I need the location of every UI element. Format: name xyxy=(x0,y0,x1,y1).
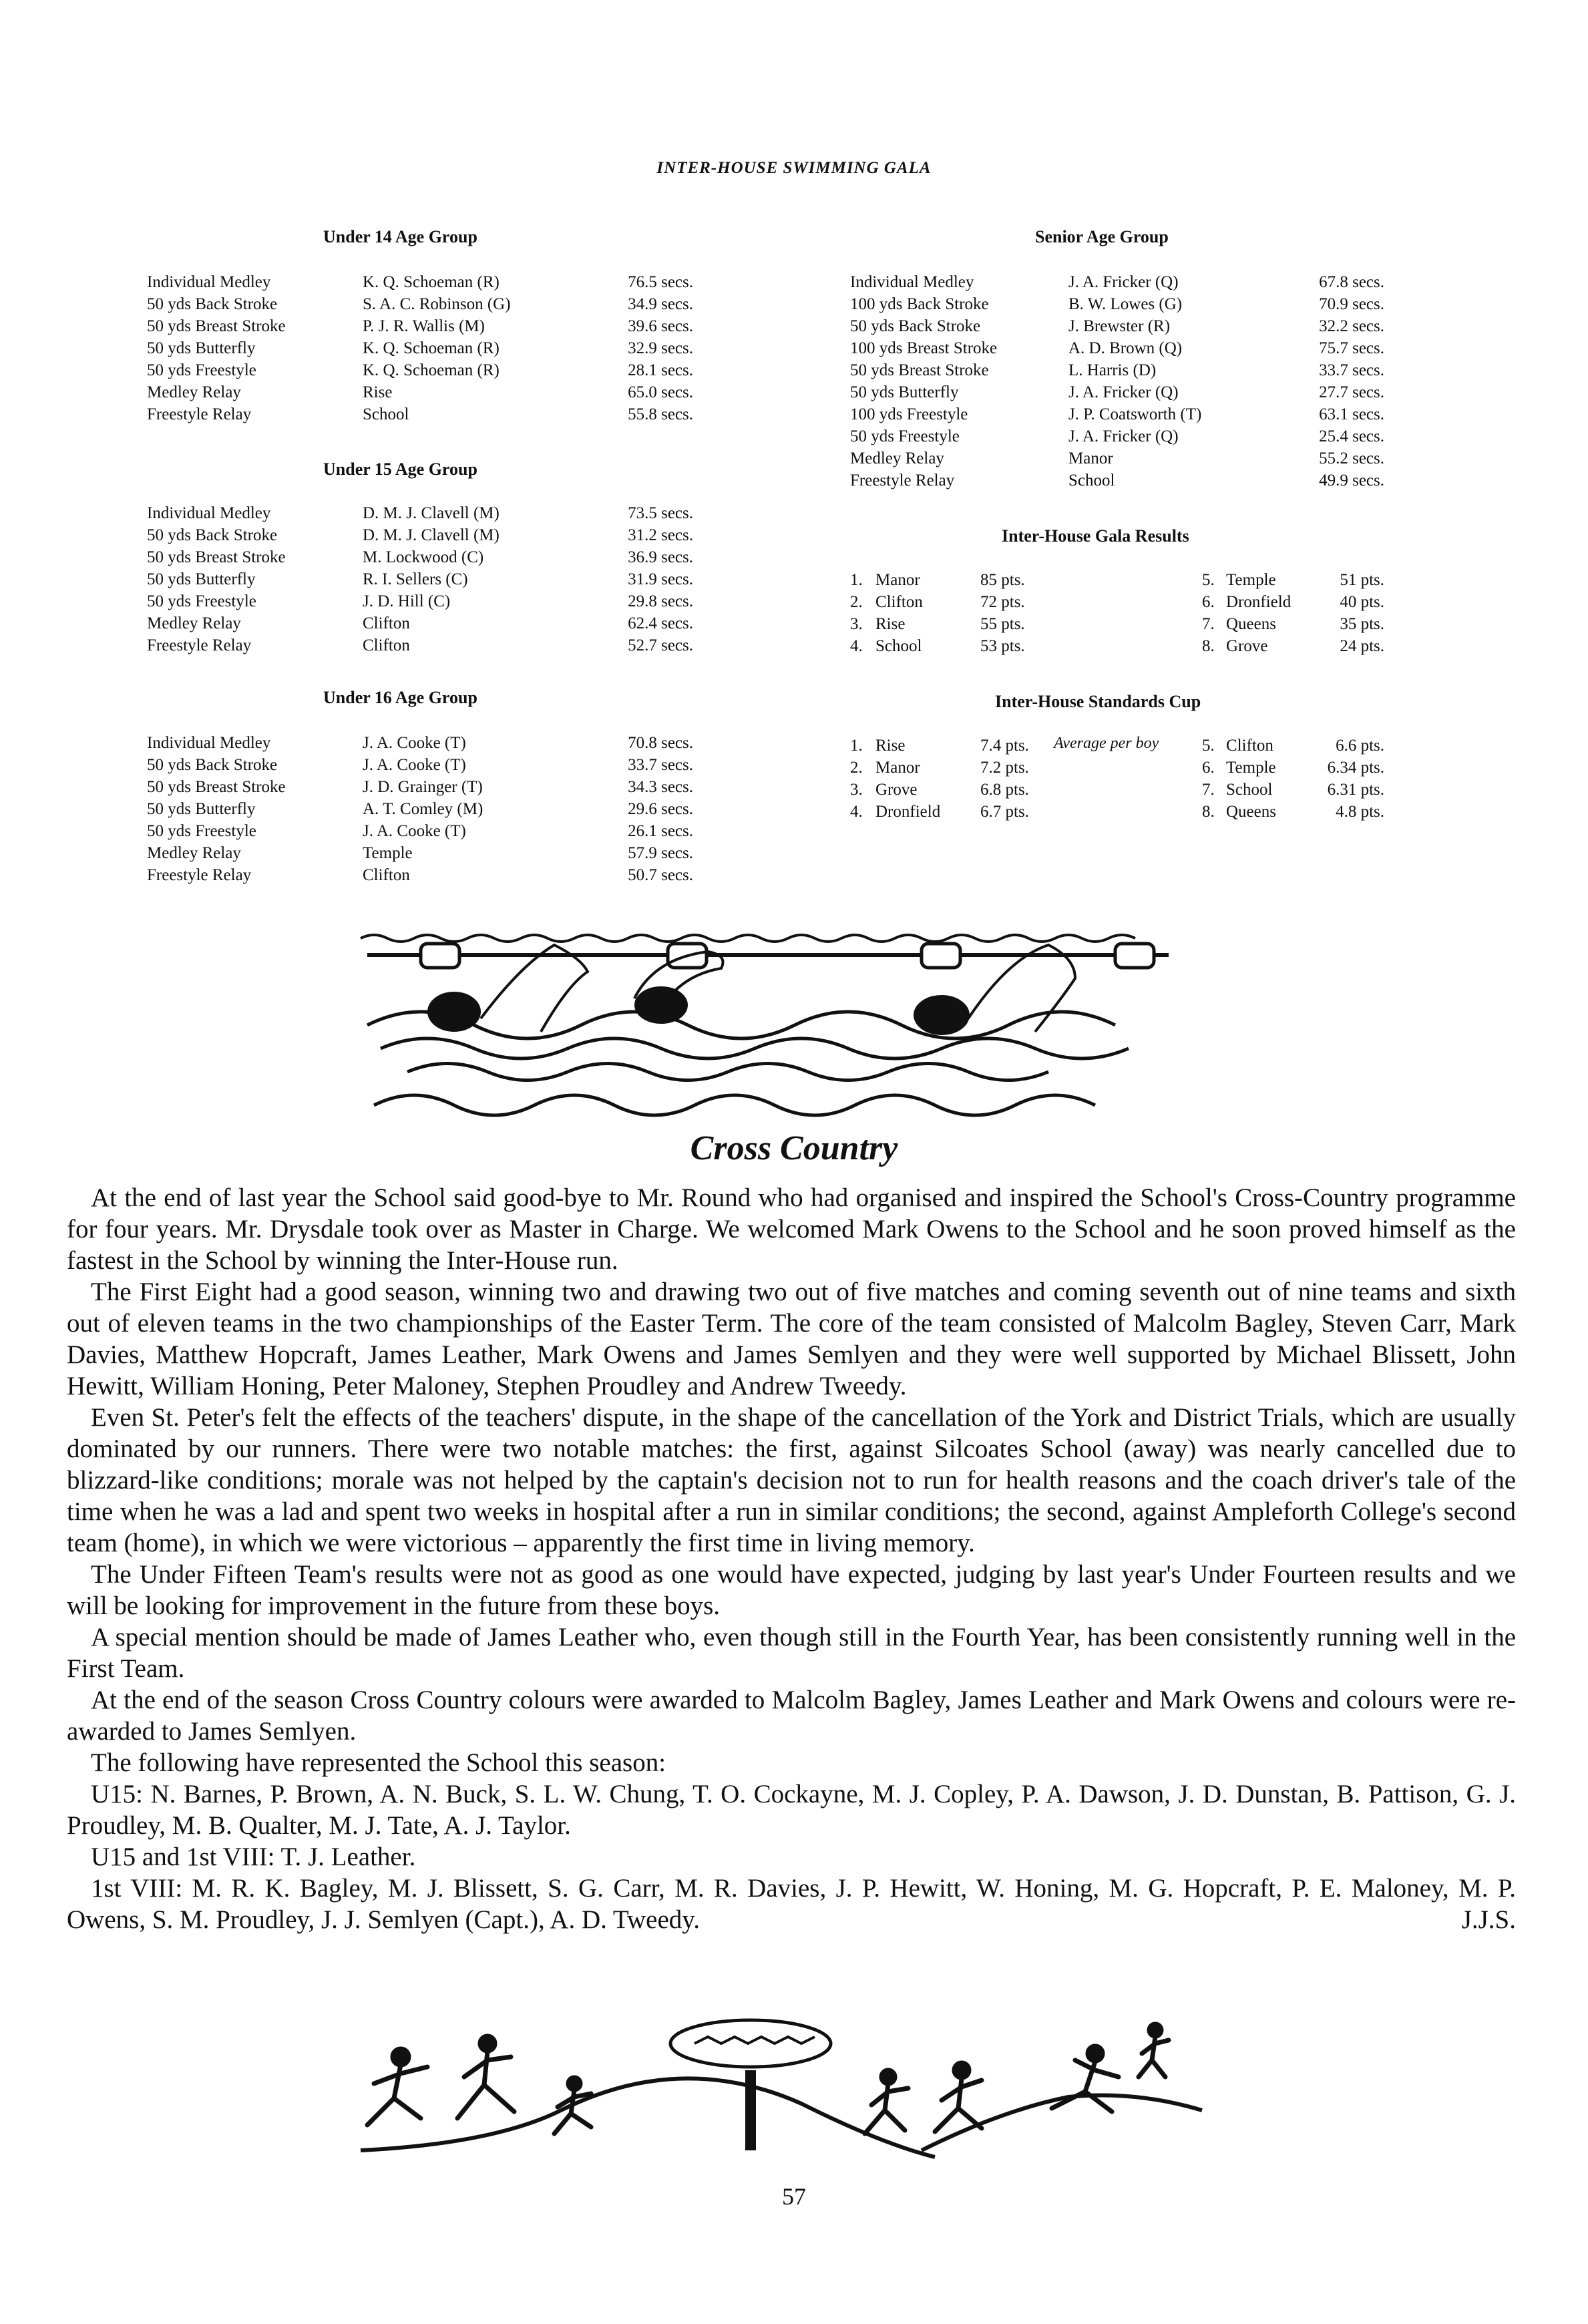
under16-name: Temple xyxy=(363,844,413,862)
under15-row xyxy=(147,568,708,590)
paragraph-3: Even St. Peter's felt the effects of the teachers' dispute, in the shape of the cancellation of the York and District Trials, which are usually dominated by our runners. There were two notable matches: the first, against Silcoates School (away) was nearly cancelled due to blizzard-like conditions; morale was not helped by the captain's decision not to run for health reasons and the coach driver's tale of the time when he was a lad and spent two weeks in hospital after a run in similar conditions; the second, against Ampleforth College's second team (home), in which we were victorious – apparently the first time in living memory. xyxy=(67,1403,1516,1557)
senior-name: J. A. Fricker (Q) xyxy=(1068,273,1179,291)
gala_results-house1: School xyxy=(875,637,922,655)
standards_cup-pts1: 6.7 pts. xyxy=(980,803,1029,821)
under16-event: Freestyle Relay xyxy=(147,866,252,884)
standards_cup-pts2: 6.34 pts. xyxy=(1327,759,1384,777)
senior-time: 32.2 secs. xyxy=(1319,317,1384,335)
paragraph-6: At the end of the season Cross Country colours were awarded to Malcolm Bagley, James Leather and Mark Owens and colours were re-awarded to James Semlyen. xyxy=(67,1686,1516,1746)
senior-time: 55.2 secs. xyxy=(1319,449,1384,467)
under16-time: 26.1 secs. xyxy=(628,822,693,840)
standards_cup-pos1: 2. xyxy=(850,759,863,777)
under15-event: Medley Relay xyxy=(147,614,241,632)
under16-name: J. D. Grainger (T) xyxy=(363,778,483,796)
senior-event: Freestyle Relay xyxy=(850,471,955,490)
under16-time: 57.9 secs. xyxy=(628,844,693,862)
under14-row xyxy=(147,271,708,293)
under14-event: Medley Relay xyxy=(147,383,241,401)
under15-time: 52.7 secs. xyxy=(628,636,693,654)
under15-row xyxy=(147,502,708,524)
senior-name: J. Brewster (R) xyxy=(1068,317,1171,335)
under15-name: R. I. Sellers (C) xyxy=(363,570,468,588)
standards_cup-row xyxy=(850,779,1384,801)
senior-time: 67.8 secs. xyxy=(1319,273,1384,291)
under14-row xyxy=(147,315,708,337)
senior-row xyxy=(850,403,1384,425)
gala_results-pos1: 2. xyxy=(850,593,863,611)
senior-time: 33.7 secs. xyxy=(1319,361,1384,379)
under14-name: K. Q. Schoeman (R) xyxy=(363,361,500,379)
gala_results-row xyxy=(850,591,1384,613)
under15-name: D. M. J. Clavell (M) xyxy=(363,526,500,544)
under14-name: S. A. C. Robinson (G) xyxy=(363,295,511,313)
standards_cup-house1: Grove xyxy=(875,781,918,799)
under16-row xyxy=(147,732,708,754)
senior-name: A. D. Brown (Q) xyxy=(1068,339,1183,357)
under15-row xyxy=(147,612,708,634)
under16-name: J. A. Cooke (T) xyxy=(363,734,466,752)
senior-name: L. Harris (D) xyxy=(1068,361,1157,379)
standards_cup-pts1: 7.2 pts. xyxy=(980,759,1029,777)
gala-results-title: Inter-House Gala Results xyxy=(1002,526,1189,546)
under16-name: A. T. Comley (M) xyxy=(363,800,483,818)
under15-title: Under 15 Age Group xyxy=(323,459,477,479)
under14-time: 28.1 secs. xyxy=(628,361,693,379)
gala_results-pos2: 7. xyxy=(1202,615,1215,633)
under16-name: J. A. Cooke (T) xyxy=(363,822,466,840)
under14-time: 65.0 secs. xyxy=(628,383,693,401)
senior-time: 70.9 secs. xyxy=(1319,295,1384,313)
under14-name: P. J. R. Wallis (M) xyxy=(363,317,485,335)
gala_results-pos2: 6. xyxy=(1202,593,1215,611)
under15-name: M. Lockwood (C) xyxy=(363,548,484,566)
under16-row xyxy=(147,842,708,864)
under15-time: 31.2 secs. xyxy=(628,526,693,544)
standards_cup-row xyxy=(850,801,1384,823)
under14-row xyxy=(147,381,708,403)
page-header: INTER-HOUSE SWIMMING GALA xyxy=(656,159,932,177)
under14-name: K. Q. Schoeman (R) xyxy=(363,339,500,357)
gala_results-pts2: 35 pts. xyxy=(1340,615,1384,633)
under14-name: School xyxy=(363,405,409,423)
under16-name: J. A. Cooke (T) xyxy=(363,756,466,774)
under15-event: 50 yds Butterfly xyxy=(147,570,256,588)
under14-event: Freestyle Relay xyxy=(147,405,252,423)
senior-name: J. P. Coatsworth (T) xyxy=(1068,405,1202,423)
senior-event: 100 yds Back Stroke xyxy=(850,295,989,313)
gala_results-house2: Dronfield xyxy=(1226,593,1292,611)
under14-event: Individual Medley xyxy=(147,273,271,291)
under15-time: 36.9 secs. xyxy=(628,548,693,566)
gala_results-house2: Temple xyxy=(1226,571,1276,589)
under14-title: Under 14 Age Group xyxy=(323,227,477,246)
under15-row xyxy=(147,524,708,546)
under15-name: Clifton xyxy=(363,636,410,654)
under14-row xyxy=(147,293,708,315)
under15-time: 73.5 secs. xyxy=(628,504,693,522)
gala_results-pts1: 85 pts. xyxy=(980,571,1025,589)
under16-event: 50 yds Breast Stroke xyxy=(147,778,286,796)
standards_cup-house1: Dronfield xyxy=(875,803,941,821)
senior-event: 50 yds Freestyle xyxy=(850,427,960,445)
under16-time: 34.3 secs. xyxy=(628,778,693,796)
gala_results-row xyxy=(850,635,1384,657)
swimmer-figures xyxy=(429,945,1075,1034)
under15-time: 31.9 secs. xyxy=(628,570,693,588)
gala_results-pos2: 5. xyxy=(1202,571,1215,589)
gala_results-row xyxy=(850,613,1384,635)
standards_cup-pos1: 1. xyxy=(850,737,863,755)
under16-time: 29.6 secs. xyxy=(628,800,693,818)
senior-row xyxy=(850,271,1384,293)
under14-event: 50 yds Butterfly xyxy=(147,339,256,357)
standards_cup-row xyxy=(850,757,1384,779)
under15-row xyxy=(147,590,708,612)
standards_cup-pts2: 4.8 pts. xyxy=(1336,803,1384,821)
paragraph-u15-list: U15: N. Barnes, P. Brown, A. N. Buck, S. L. W. Chung, T. O. Cockayne, M. J. Copley, P. A. Dawson, J. D. Dunstan, B. Pattison, G. J. Proudley, M. B. Qualter, M. J. Tate, A. J. Taylor. xyxy=(67,1780,1516,1840)
senior-row xyxy=(850,381,1384,403)
senior-row xyxy=(850,337,1384,359)
under14-event: 50 yds Breast Stroke xyxy=(147,317,286,335)
senior-event: 50 yds Back Stroke xyxy=(850,317,981,335)
senior-event: 100 yds Freestyle xyxy=(850,405,968,423)
under14-row xyxy=(147,403,708,425)
senior-time: 49.9 secs. xyxy=(1319,471,1384,490)
standards_cup-house2: Temple xyxy=(1226,759,1276,777)
senior-event: 50 yds Butterfly xyxy=(850,383,959,401)
under16-row xyxy=(147,776,708,798)
gala_results-pos1: 3. xyxy=(850,615,863,633)
standards_cup-pos1: 3. xyxy=(850,781,863,799)
paragraph-1st-viii-list xyxy=(67,1873,1516,1935)
under16-row xyxy=(147,820,708,842)
senior-table xyxy=(850,271,1384,492)
under16-row xyxy=(147,864,708,886)
gala_results-pts1: 55 pts. xyxy=(980,615,1025,633)
under15-event: 50 yds Back Stroke xyxy=(147,526,278,544)
gala-results-table xyxy=(850,569,1384,657)
senior-title: Senior Age Group xyxy=(1035,227,1169,246)
senior-time: 75.7 secs. xyxy=(1319,339,1384,357)
standards-cup-title: Inter-House Standards Cup xyxy=(995,692,1201,711)
senior-row xyxy=(850,293,1384,315)
senior-name: School xyxy=(1068,471,1115,490)
under14-table xyxy=(147,271,708,425)
swimmers-illustration xyxy=(354,912,1182,1125)
under15-row xyxy=(147,546,708,568)
gala_results-house2: Queens xyxy=(1226,615,1276,633)
under15-event: Individual Medley xyxy=(147,504,271,522)
senior-row xyxy=(850,359,1384,381)
standards_cup-house1: Rise xyxy=(875,737,906,755)
standards_cup-pos2: 6. xyxy=(1202,759,1215,777)
standards_cup-pos1: 4. xyxy=(850,803,863,821)
under14-row xyxy=(147,337,708,359)
cross-country-text xyxy=(67,1182,1516,1935)
tree xyxy=(670,2020,831,2150)
under15-event: Freestyle Relay xyxy=(147,636,252,654)
under14-time: 32.9 secs. xyxy=(628,339,693,357)
under16-event: 50 yds Butterfly xyxy=(147,800,256,818)
under16-row xyxy=(147,798,708,820)
senior-event: Medley Relay xyxy=(850,449,944,467)
under14-time: 76.5 secs. xyxy=(628,273,693,291)
water-waves xyxy=(367,1012,1129,1115)
paragraph-5: A special mention should be made of James Leather who, even though still in the Fourth Year, has been consistently running well in the First Team. xyxy=(67,1623,1516,1683)
under14-name: K. Q. Schoeman (R) xyxy=(363,273,500,291)
under14-name: Rise xyxy=(363,383,393,401)
standards_cup-house2: Queens xyxy=(1226,803,1276,821)
gala_results-house2: Grove xyxy=(1226,637,1268,655)
under14-time: 55.8 secs. xyxy=(628,405,693,423)
gala_results-row xyxy=(850,569,1384,591)
gala_results-pos1: 1. xyxy=(850,571,863,589)
average-per-boy-note: Average per boy xyxy=(1054,735,1159,752)
under16-title: Under 16 Age Group xyxy=(323,688,477,707)
gala_results-pos1: 4. xyxy=(850,637,863,655)
paragraph-u15-1st-viii: U15 and 1st VIII: T. J. Leather. xyxy=(91,1843,416,1871)
senior-event: 100 yds Breast Stroke xyxy=(850,339,998,357)
standards_cup-house2: Clifton xyxy=(1226,737,1273,755)
senior-time: 25.4 secs. xyxy=(1319,427,1384,445)
gala_results-house1: Clifton xyxy=(875,593,923,611)
gala_results-house1: Rise xyxy=(875,615,906,633)
paragraph-1: At the end of last year the School said good-bye to Mr. Round who had organised and inspired the School's Cross-Country programme for four years. Mr. Drysdale took over as Master in Charge. We welcomed Mark Owens to the School and he soon proved himself as the fastest in the School by winning the Inter-House run. xyxy=(67,1183,1516,1275)
under15-event: 50 yds Freestyle xyxy=(147,592,256,610)
under16-time: 50.7 secs. xyxy=(628,866,693,884)
under14-time: 39.6 secs. xyxy=(628,317,693,335)
senior-name: B. W. Lowes (G) xyxy=(1068,295,1183,313)
senior-name: J. A. Fricker (Q) xyxy=(1068,427,1179,445)
paragraph-4: The Under Fifteen Team's results were not as good as one would have expected, judging by last year's Under Fourteen results and we will be looking for improvement in the future from these boys. xyxy=(67,1560,1516,1620)
runners-illustration xyxy=(347,2017,1215,2164)
under15-name: J. D. Hill (C) xyxy=(363,592,451,610)
standards_cup-pts1: 6.8 pts. xyxy=(980,781,1029,799)
standards_cup-pos2: 8. xyxy=(1202,803,1215,821)
senior-event: Individual Medley xyxy=(850,273,974,291)
senior-row xyxy=(850,447,1384,469)
first-viii-list: 1st VIII: M. R. K. Bagley, M. J. Blissett, S. G. Carr, M. R. Davies, J. P. Hewitt, W. Honing, M. G. Hopcraft, P. E. Maloney, M. P. Owens, S. M. Proudley, J. J. Semlyen (Capt.), A. D. Tweedy. xyxy=(67,1874,1516,1934)
under16-table xyxy=(147,732,708,886)
standards_cup-house1: Manor xyxy=(875,759,920,777)
gala_results-pts2: 40 pts. xyxy=(1340,593,1384,611)
under15-name: D. M. J. Clavell (M) xyxy=(363,504,500,522)
senior-time: 27.7 secs. xyxy=(1319,383,1384,401)
under14-event: 50 yds Back Stroke xyxy=(147,295,278,313)
senior-name: J. A. Fricker (Q) xyxy=(1068,383,1179,401)
senior-row xyxy=(850,315,1384,337)
under15-name: Clifton xyxy=(363,614,410,632)
under15-time: 62.4 secs. xyxy=(628,614,693,632)
gala_results-pts1: 53 pts. xyxy=(980,637,1025,655)
under15-time: 29.8 secs. xyxy=(628,592,693,610)
under15-row xyxy=(147,634,708,656)
senior-event: 50 yds Breast Stroke xyxy=(850,361,989,379)
under16-name: Clifton xyxy=(363,866,410,884)
under14-event: 50 yds Freestyle xyxy=(147,361,256,379)
standards_cup-pos2: 5. xyxy=(1202,737,1215,755)
under15-table xyxy=(147,502,708,656)
under16-row xyxy=(147,754,708,776)
standards_cup-pts2: 6.31 pts. xyxy=(1327,781,1384,799)
standards_cup-pts1: 7.4 pts. xyxy=(980,737,1029,755)
under14-time: 34.9 secs. xyxy=(628,295,693,313)
senior-time: 63.1 secs. xyxy=(1319,405,1384,423)
senior-row xyxy=(850,425,1384,447)
under16-event: Individual Medley xyxy=(147,734,271,752)
under16-event: Medley Relay xyxy=(147,844,241,862)
signature: J.J.S. xyxy=(1461,1905,1516,1934)
gala_results-pts2: 51 pts. xyxy=(1340,571,1384,589)
paragraph-2: The First Eight had a good season, winning two and drawing two out of five matches and coming seventh out of nine teams and sixth out of eleven teams in the two championships of the Easter Term. The core of the team consisted of Malcolm Bagley, Steven Carr, Mark Davies, Matthew Hopcraft, James Leather, Mark Owens and James Semlyen and they were well supported by Michael Blissett, John Hewitt, William Honing, Peter Maloney, Stephen Proudley and Andrew Tweedy. xyxy=(67,1278,1516,1400)
cross-country-title: Cross Country xyxy=(690,1129,898,1167)
gala_results-pts1: 72 pts. xyxy=(980,593,1025,611)
gala_results-pos2: 8. xyxy=(1202,637,1215,655)
standards_cup-pts2: 6.6 pts. xyxy=(1336,737,1384,755)
standards_cup-pos2: 7. xyxy=(1202,781,1215,799)
page-number: 57 xyxy=(782,2183,806,2210)
senior-name: Manor xyxy=(1068,449,1113,467)
under14-row xyxy=(147,359,708,381)
under16-event: 50 yds Back Stroke xyxy=(147,756,278,774)
paragraph-7: The following have represented the School this season: xyxy=(91,1748,666,1777)
under16-time: 70.8 secs. xyxy=(628,734,693,752)
standards_cup-house2: School xyxy=(1226,781,1273,799)
under16-time: 33.7 secs. xyxy=(628,756,693,774)
gala_results-pts2: 24 pts. xyxy=(1340,637,1384,655)
under15-event: 50 yds Breast Stroke xyxy=(147,548,286,566)
under16-event: 50 yds Freestyle xyxy=(147,822,256,840)
gala_results-house1: Manor xyxy=(875,571,920,589)
senior-row xyxy=(850,469,1384,492)
